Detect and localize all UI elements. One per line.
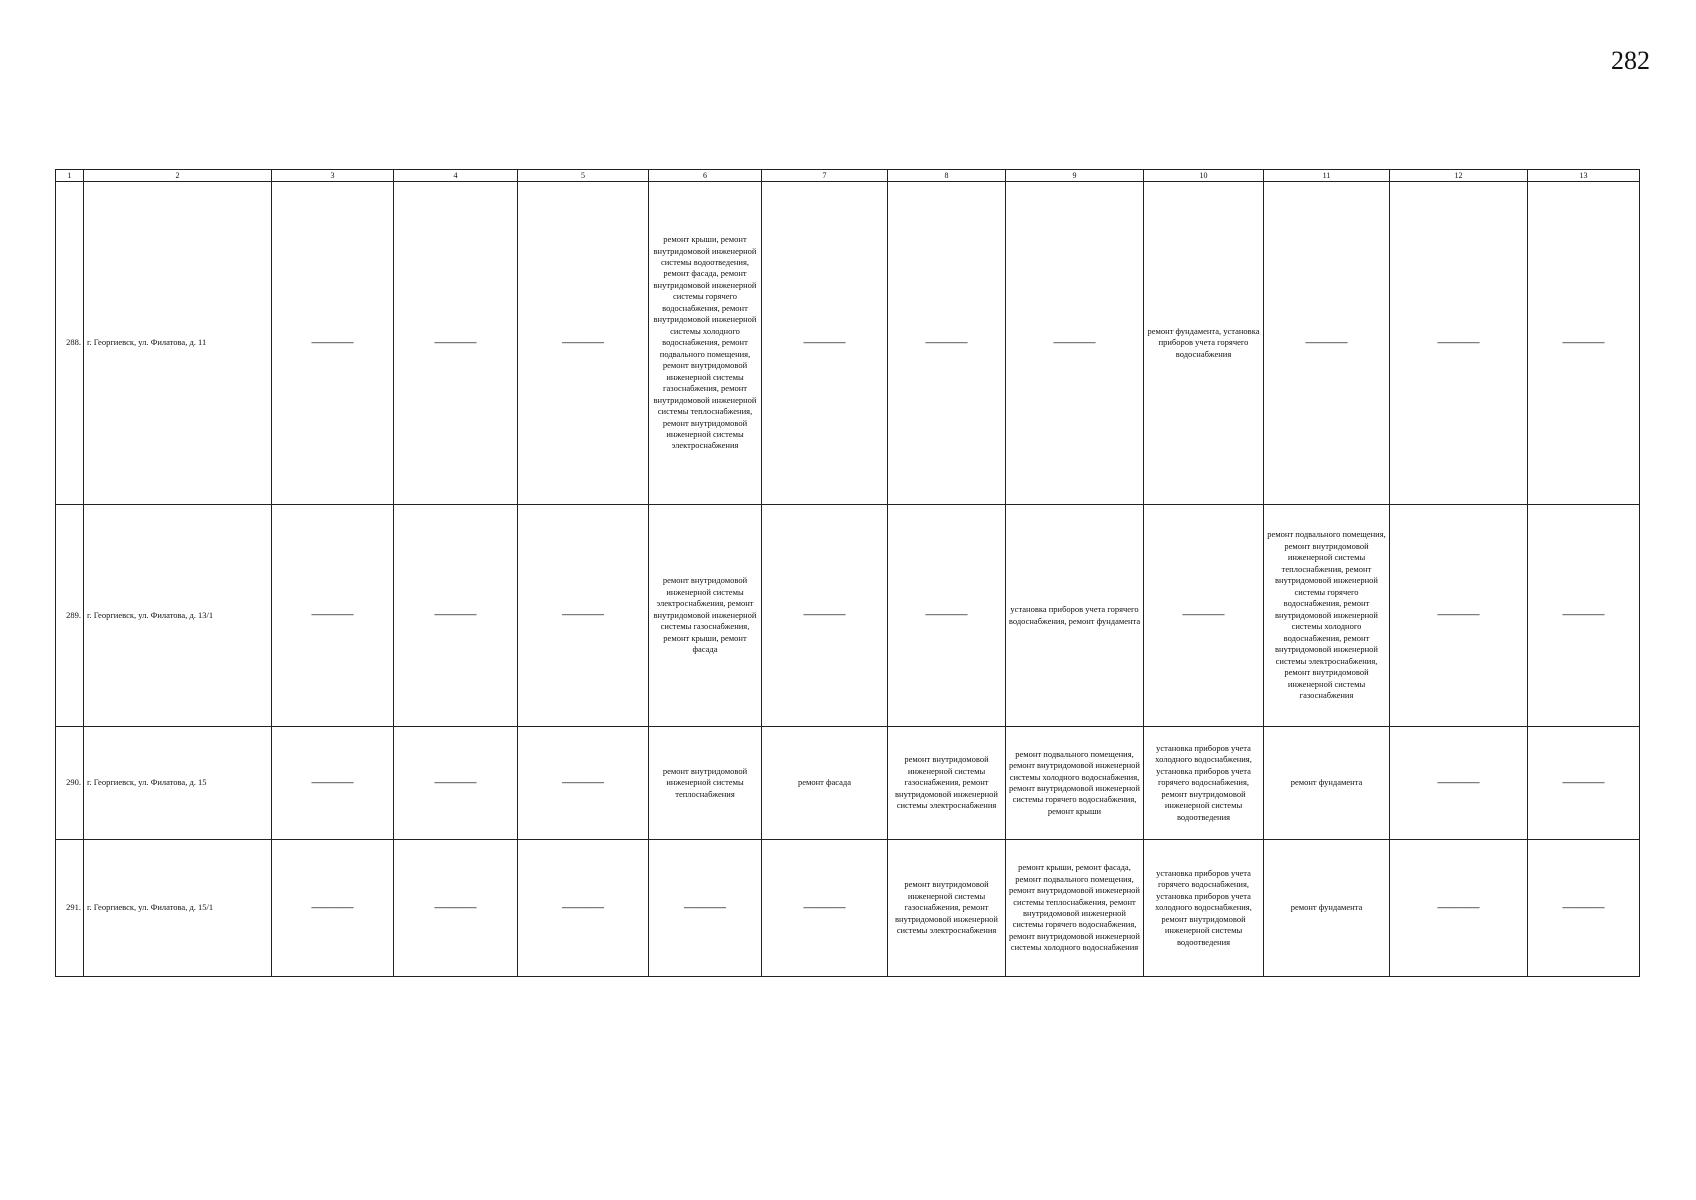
table-cell: ——— xyxy=(1006,182,1144,505)
column-header: 9 xyxy=(1006,170,1144,182)
table-cell: ——— xyxy=(394,727,518,840)
column-header: 13 xyxy=(1528,170,1640,182)
table-cell: ремонт фасада xyxy=(762,727,888,840)
address-cell: г. Георгиевск, ул. Филатова, д. 15 xyxy=(84,727,272,840)
table-cell: ремонт внутридомовой инженерной системы теплоснабжения xyxy=(649,727,762,840)
row-number: 289. xyxy=(56,505,84,727)
table-row xyxy=(56,727,1640,840)
table-cell: ——— xyxy=(518,727,649,840)
table-cell: ——— xyxy=(1390,840,1528,977)
header-row xyxy=(56,170,1640,182)
column-header: 2 xyxy=(84,170,272,182)
table-cell: ——— xyxy=(394,840,518,977)
table-cell: установка приборов учета горячего водоснабжения, установка приборов учета холодного водоснабжения, ремонт внутридомовой инженерной системы водоотведения xyxy=(1144,840,1264,977)
address-cell: г. Георгиевск, ул. Филатова, д. 11 xyxy=(84,182,272,505)
table-cell: ——— xyxy=(1528,182,1640,505)
column-header: 3 xyxy=(272,170,394,182)
table-cell: ——— xyxy=(518,840,649,977)
table-cell: ремонт внутридомовой инженерной системы электроснабжения, ремонт внутридомовой инженерной системы газоснабжения, ремонт крыши, ремонт фасада xyxy=(649,505,762,727)
table-cell: ——— xyxy=(1528,727,1640,840)
row-number: 291. xyxy=(56,840,84,977)
page-number: 282 xyxy=(1611,46,1650,75)
table-cell: ремонт фундамента xyxy=(1264,840,1390,977)
table-row xyxy=(56,182,1640,505)
table-cell: ——— xyxy=(394,505,518,727)
table-cell: установка приборов учета горячего водоснабжения, ремонт фундамента xyxy=(1006,505,1144,727)
table-cell: ——— xyxy=(1528,840,1640,977)
column-header: 5 xyxy=(518,170,649,182)
table-cell: ремонт крыши, ремонт фасада, ремонт подвального помещения, ремонт внутридомовой инженерной системы теплоснабжения, ремонт внутридомовой инженерной системы горячего водоснабжения, ремонт внутридомовой инженерной системы холодного водоснабжения xyxy=(1006,840,1144,977)
column-header: 11 xyxy=(1264,170,1390,182)
table-cell: установка приборов учета холодного водоснабжения, установка приборов учета горячего водоснабжения, ремонт внутридомовой инженерной системы водоотведения xyxy=(1144,727,1264,840)
table-cell: ——— xyxy=(649,840,762,977)
table-cell: ремонт крыши, ремонт внутридомовой инженерной системы водоотведения, ремонт фасада, ремонт внутридомовой инженерной системы горячего водоснабжения, ремонт внутридомовой инженерной системы холодного водоснабжения, ремонт подвального помещения, ремонт внутридомовой инженерной системы газоснабжения, ремонт внутридомовой инженерной системы теплоснабжения, ремонт внутридомовой инженерной системы электроснабжения xyxy=(649,182,762,505)
table-cell: ——— xyxy=(762,182,888,505)
table-row xyxy=(56,505,1640,727)
address-cell: г. Георгиевск, ул. Филатова, д. 15/1 xyxy=(84,840,272,977)
table-cell: ——— xyxy=(272,727,394,840)
row-number: 290. xyxy=(56,727,84,840)
table-cell: ——— xyxy=(1390,727,1528,840)
table-cell: ремонт внутридомовой инженерной системы газоснабжения, ремонт внутридомовой инженерной системы электроснабжения xyxy=(888,840,1006,977)
column-header: 8 xyxy=(888,170,1006,182)
table-cell: ——— xyxy=(1528,505,1640,727)
table-cell: ——— xyxy=(1390,182,1528,505)
column-header: 10 xyxy=(1144,170,1264,182)
address-cell: г. Георгиевск, ул. Филатова, д. 13/1 xyxy=(84,505,272,727)
column-header: 12 xyxy=(1390,170,1528,182)
column-header: 4 xyxy=(394,170,518,182)
table-row xyxy=(56,840,1640,977)
table-cell: ремонт подвального помещения, ремонт внутридомовой инженерной системы холодного водоснабжения, ремонт внутридомовой инженерной системы горячего водоснабжения, ремонт крыши xyxy=(1006,727,1144,840)
table-cell: ——— xyxy=(888,182,1006,505)
table-cell: ремонт внутридомовой инженерной системы газоснабжения, ремонт внутридомовой инженерной системы электроснабжения xyxy=(888,727,1006,840)
works-table xyxy=(55,169,1640,977)
table-cell: ——— xyxy=(888,505,1006,727)
column-header: 6 xyxy=(649,170,762,182)
table-cell: ——— xyxy=(394,182,518,505)
table-cell: ——— xyxy=(1264,182,1390,505)
table-cell: ——— xyxy=(272,505,394,727)
table-cell: ——— xyxy=(272,182,394,505)
table-cell: ——— xyxy=(762,840,888,977)
table-cell: ремонт фундамента, установка приборов учета горячего водоснабжения xyxy=(1144,182,1264,505)
row-number: 288. xyxy=(56,182,84,505)
table-cell: ——— xyxy=(762,505,888,727)
table-cell: ——— xyxy=(1390,505,1528,727)
table-cell: ——— xyxy=(518,182,649,505)
table-cell: ремонт подвального помещения, ремонт внутридомовой инженерной системы теплоснабжения, ремонт внутридомовой инженерной системы горячего водоснабжения, ремонт внутридомовой инженерной системы холодного водоснабжения, ремонт внутридомовой инженерной системы электроснабжения, ремонт внутридомовой инженерной системы газоснабжения xyxy=(1264,505,1390,727)
column-header: 1 xyxy=(56,170,84,182)
table-cell: ——— xyxy=(518,505,649,727)
table-cell: ремонт фундамента xyxy=(1264,727,1390,840)
column-header: 7 xyxy=(762,170,888,182)
table-cell: ——— xyxy=(272,840,394,977)
table-cell: ——— xyxy=(1144,505,1264,727)
